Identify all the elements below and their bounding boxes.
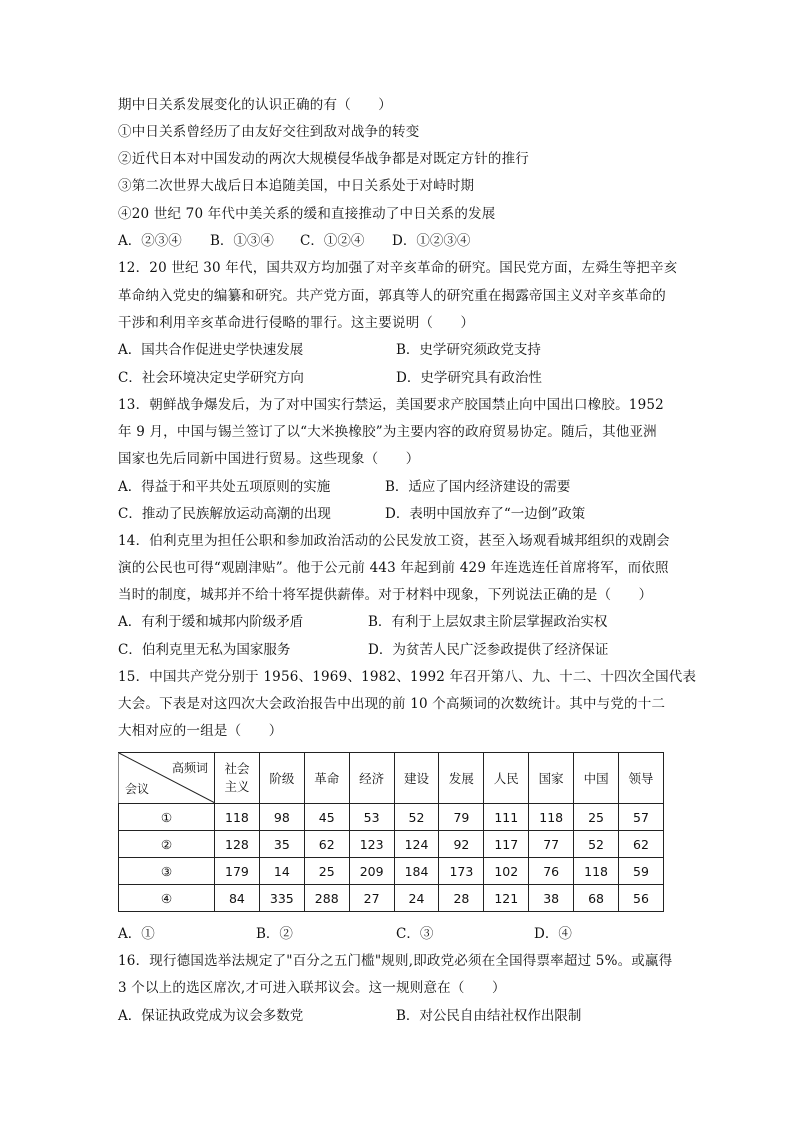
q11-item-4: ④20 世纪 70 年代中美关系的缓和直接推动了中日关系的发展 [118, 206, 496, 222]
q12-line-3: 干涉和利用辛亥革命进行侵略的罪行。这主要说明（ ） [118, 315, 475, 331]
high-frequency-word-table [118, 752, 664, 912]
row-label: ① [119, 804, 215, 831]
table-cell: 77 [529, 831, 574, 858]
q13-option-a: A．得益于和平共处五项原则的实施 [118, 479, 331, 495]
header-class: 阶级 [259, 753, 304, 804]
table-cell: 52 [574, 831, 619, 858]
table-cell: 209 [349, 858, 394, 885]
table-cell: 24 [394, 885, 439, 912]
row-label: ② [119, 831, 215, 858]
table-cell: 118 [574, 858, 619, 885]
q11-item-2: ②近代日本对中国发动的两次大规模侵华战争都是对既定方针的推行 [118, 151, 529, 167]
table-cell: 25 [304, 858, 349, 885]
table-cell: 27 [349, 885, 394, 912]
q15-option-d: D．④ [534, 926, 572, 942]
q12-option-a: A．国共合作促进史学快速发展 [118, 342, 304, 358]
table-cell: 288 [304, 885, 349, 912]
table-cell: 98 [259, 804, 304, 831]
table-cell: 121 [484, 885, 529, 912]
table-row [119, 831, 664, 858]
header-socialism-line-1: 社会 [224, 761, 250, 776]
table-cell: 128 [215, 831, 260, 858]
q13-line-3: 国家也先后同新中国进行贸易。这些现象（ ） [118, 451, 420, 467]
table-cell: 179 [215, 858, 260, 885]
q13-option-d: D．表明中国放弃了“一边倒”政策 [385, 506, 586, 522]
header-country: 国家 [529, 753, 574, 804]
table-cell: 62 [619, 831, 664, 858]
table-cell: 38 [529, 885, 574, 912]
table-cell: 28 [439, 885, 484, 912]
table-row [119, 804, 664, 831]
q11-item-3: ③第二次世界大战后日本追随美国，中日关系处于对峙时期 [118, 178, 475, 194]
q13-option-c: C．推动了民族解放运动高潮的出现 [118, 506, 331, 522]
q13-line-1: 13．朝鲜战争爆发后，为了对中国实行禁运，美国要求产胶国禁止向中国出口橡胶。1952 [118, 397, 664, 413]
table-cell: 35 [259, 831, 304, 858]
q15-line-3: 大相对应的一组是（ ） [118, 723, 283, 739]
q12-option-b: B．史学研究须政党支持 [396, 342, 541, 358]
table-cell: 117 [484, 831, 529, 858]
table-cell: 184 [394, 858, 439, 885]
q11-item-1: ①中日关系曾经历了由友好交往到敌对战争的转变 [118, 124, 420, 140]
header-revolution: 革命 [304, 753, 349, 804]
table-cell: 118 [529, 804, 574, 831]
header-china: 中国 [574, 753, 619, 804]
table-corner-cell [119, 753, 215, 804]
table-cell: 173 [439, 858, 484, 885]
q15-option-c: C．③ [396, 926, 434, 942]
table-cell: 79 [439, 804, 484, 831]
table-cell: 25 [574, 804, 619, 831]
corner-label-words: 高频词 [171, 761, 208, 775]
q12-option-c: C．社会环境决定史学研究方向 [118, 370, 304, 386]
q16-option-a: A．保证执政党成为议会多数党 [118, 1008, 304, 1024]
q14-line-1: 14．伯利克里为担任公职和参加政治活动的公民发放工资，甚至入场观看城邦组织的戏剧会 [118, 533, 670, 549]
header-socialism-line-2: 主义 [224, 779, 250, 794]
table-cell: 53 [349, 804, 394, 831]
table-cell: 59 [619, 858, 664, 885]
q15-line-2: 大会。下表是对这四次大会政治报告中出现的前 10 个高频词的次数统计。其中与党的十二 [118, 696, 666, 712]
q14-option-b: B．有利于上层奴隶主阶层掌握政治实权 [368, 614, 608, 630]
table-cell: 62 [304, 831, 349, 858]
q13-option-b: B．适应了国内经济建设的需要 [385, 479, 571, 495]
table-cell: 84 [215, 885, 260, 912]
q14-line-2: 演的公民也可得“观剧津贴”。他于公元前 443 年起到前 429 年连选连任首席将军，而依照 [118, 560, 669, 576]
table-cell: 124 [394, 831, 439, 858]
header-development: 发展 [439, 753, 484, 804]
row-label: ④ [119, 885, 215, 912]
q11-option-b: B．①③④ [210, 233, 274, 249]
table-cell: 111 [484, 804, 529, 831]
q15-option-b: B．② [256, 926, 293, 942]
table-cell: 92 [439, 831, 484, 858]
table-row [119, 858, 664, 885]
q14-option-d: D．为贫苦人民广泛参政提供了经济保证 [368, 642, 609, 658]
q14-line-3: 当时的制度，城邦并不给十将军提供薪俸。对于材料中现象，下列说法正确的是（ ） [118, 587, 653, 603]
header-socialism [215, 753, 260, 804]
header-leadership: 领导 [619, 753, 664, 804]
table-cell: 102 [484, 858, 529, 885]
q11-stem: 期中日关系发展变化的认识正确的有（ ） [118, 97, 392, 113]
q15-option-a: A．① [118, 926, 155, 942]
table-cell: 335 [259, 885, 304, 912]
row-label: ③ [119, 858, 215, 885]
table-cell: 56 [619, 885, 664, 912]
header-construction: 建设 [394, 753, 439, 804]
q14-option-c: C．伯利克里无私为国家服务 [118, 642, 291, 658]
table-cell: 76 [529, 858, 574, 885]
q16-line-2: 3 个以上的选区席次,才可进入联邦议会。这一规则意在（ ） [118, 980, 506, 996]
q12-option-d: D．史学研究具有政治性 [396, 370, 542, 386]
q16-line-1: 16．现行德国选举法规定了"百分之五门槛"规则,即政党必须在全国得票率超过 5%。或赢得 [118, 953, 673, 969]
q16-option-b: B．对公民自由结社权作出限制 [396, 1008, 582, 1024]
table-cell: 45 [304, 804, 349, 831]
q14-option-a: A．有利于缓和城邦内阶级矛盾 [118, 614, 304, 630]
table-cell: 118 [215, 804, 260, 831]
q15-line-1: 15．中国共产党分别于 1956、1969、1982、1992 年召开第八、九、十二、十四次全国代表 [118, 669, 697, 685]
table-row [119, 885, 664, 912]
header-people: 人民 [484, 753, 529, 804]
corner-label-congress: 会议 [125, 782, 150, 796]
q12-line-2: 革命纳入党史的编纂和研究。共产党方面，郭真等人的研究重在揭露帝国主义对辛亥革命的 [118, 288, 666, 304]
table-cell: 52 [394, 804, 439, 831]
table-cell: 68 [574, 885, 619, 912]
table-header-row [119, 753, 664, 804]
table-cell: 57 [619, 804, 664, 831]
q11-option-a: A．②③④ [118, 233, 182, 249]
q12-line-1: 12．20 世纪 30 年代，国共双方均加强了对辛亥革命的研究。国民党方面，左舜生等把辛亥 [118, 260, 678, 276]
q13-line-2: 年 9 月，中国与锡兰签订了以“大米换橡胶”为主要内容的政府贸易协定。随后，其他亚洲 [118, 424, 657, 440]
table-cell: 123 [349, 831, 394, 858]
header-economy: 经济 [349, 753, 394, 804]
q11-option-d: D．①②③④ [392, 233, 471, 249]
table-cell: 14 [259, 858, 304, 885]
q11-option-c: C．①②④ [300, 233, 365, 249]
